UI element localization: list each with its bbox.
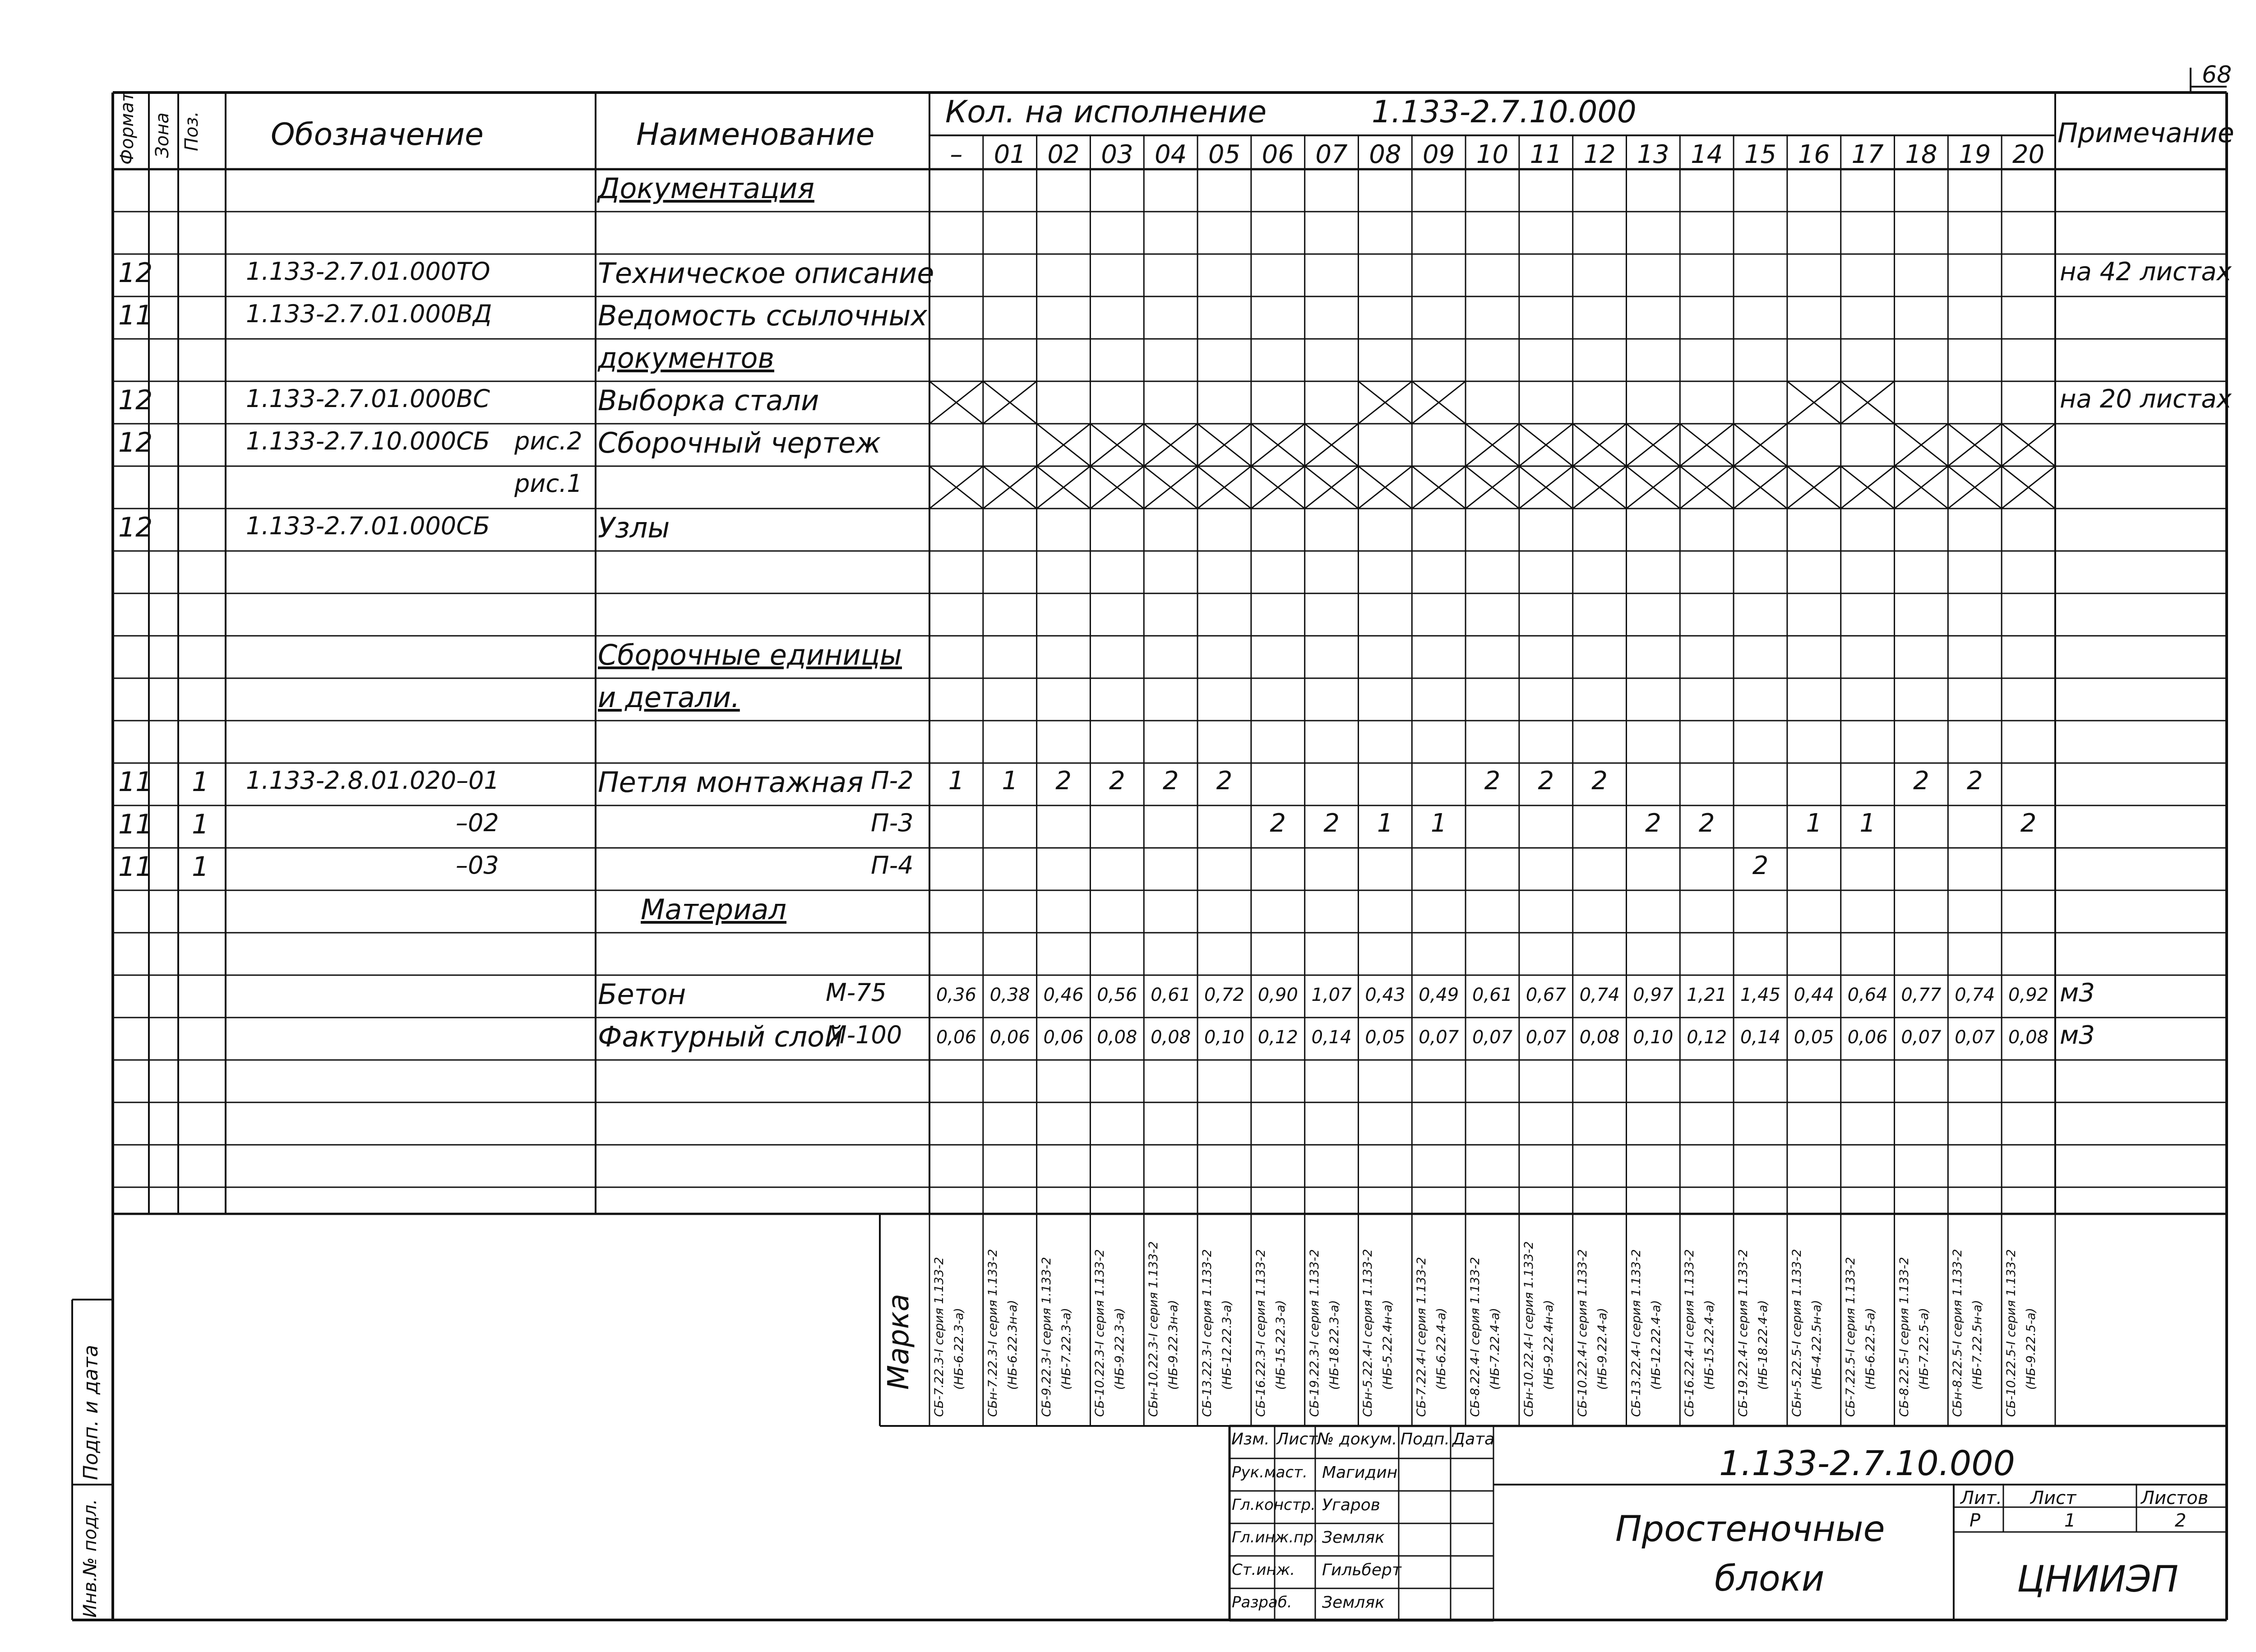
- qty-cell: 0,10: [1633, 1027, 1674, 1048]
- execution-number: 13: [1637, 140, 1669, 169]
- qty-cell: 2: [1055, 766, 1072, 796]
- header-zone: Зона: [152, 112, 173, 158]
- marka-line: СБ-13.22.3-I серия 1.133-2: [1200, 1249, 1215, 1417]
- execution-number: 01: [994, 140, 1026, 169]
- marka-line: СБ-13.22.4-I серия 1.133-2: [1629, 1249, 1643, 1417]
- qty-cell: 0,74: [1955, 985, 1995, 1005]
- qty-cell: 0,06: [936, 1027, 976, 1048]
- marka-line: СБн-10.22.3-I серия 1.133-2: [1146, 1241, 1161, 1417]
- qty-cell: 0,14: [1740, 1027, 1781, 1048]
- row-format: 11: [118, 809, 153, 840]
- marka-line: (НБ-9.22.4-а): [1595, 1308, 1609, 1390]
- row-format: 11: [118, 766, 153, 798]
- title-block-name: Угаров: [1322, 1496, 1381, 1514]
- qty-cell: 0,14: [1311, 1027, 1352, 1048]
- row-name: Документация: [598, 172, 814, 205]
- marka-line: СБ-16.22.4-I серия 1.133-2: [1683, 1249, 1697, 1417]
- row-note: м3: [2060, 1021, 2095, 1050]
- marka-line: (НБ-15.22.4-а): [1702, 1300, 1717, 1390]
- row-name: Техническое описание: [598, 257, 934, 290]
- marka-line: (НБ-7.22.5-а): [1917, 1308, 1931, 1390]
- title-block-role: Разраб.: [1232, 1593, 1292, 1611]
- execution-number: 04: [1155, 140, 1187, 169]
- marka-line: (НБ-9.22.5-а): [2024, 1308, 2039, 1390]
- marka-line: СБ-9.22.3-I серия 1.133-2: [1039, 1257, 1054, 1417]
- execution-number: 03: [1101, 140, 1133, 169]
- title-block-role: Ст.инж.: [1232, 1561, 1295, 1579]
- header-name: Наименование: [636, 117, 875, 153]
- row-name: Петля монтажная: [598, 766, 864, 799]
- qty-cell: 0,07: [1526, 1027, 1566, 1048]
- execution-number: 02: [1047, 140, 1080, 169]
- qty-cell: 1: [1377, 809, 1393, 838]
- marka-line: СБ-19.22.3-I серия 1.133-2: [1307, 1249, 1322, 1417]
- qty-cell: 0,06: [1847, 1027, 1888, 1048]
- marka-label: Марка: [882, 1294, 915, 1390]
- marka-line: СБ-10.22.5-I серия 1.133-2: [2004, 1249, 2019, 1417]
- qty-cell: 1: [1430, 809, 1447, 838]
- qty-cell: 2: [1645, 809, 1661, 838]
- execution-number: 11: [1530, 140, 1562, 169]
- qty-cell: 0,06: [1043, 1027, 1084, 1048]
- row-designation: 1.133-2.8.01.020–01: [246, 766, 499, 795]
- lit-label: Лит.: [1960, 1488, 2002, 1509]
- title-block-role: Гл.констр.: [1232, 1496, 1316, 1514]
- title-block-col-header: Дата: [1452, 1430, 1495, 1448]
- qty-cell: 1: [948, 766, 965, 796]
- qty-cell: 1: [1859, 809, 1876, 838]
- execution-number: 08: [1369, 140, 1401, 169]
- qty-cell: 2: [1162, 766, 1179, 796]
- qty-cell: 2: [1484, 766, 1501, 796]
- qty-cell: 0,61: [1151, 985, 1191, 1005]
- marka-line: СБ-7.22.3-I серия 1.133-2: [932, 1257, 946, 1417]
- row-designation-extra: рис.1: [514, 469, 582, 498]
- header-series: 1.133-2.7.10.000: [1372, 94, 1637, 130]
- margin-inv-no: Инв.№ подл.: [80, 1499, 101, 1618]
- header-pos: Поз.: [181, 111, 202, 151]
- execution-number: 05: [1208, 140, 1241, 169]
- qty-cell: 2: [1216, 766, 1233, 796]
- row-name: Сборочный чертеж: [598, 426, 881, 459]
- execution-number: 19: [1959, 140, 1991, 169]
- marka-line: (НБ-7.22.3-а): [1059, 1308, 1073, 1390]
- qty-cell: 0,12: [1687, 1027, 1727, 1048]
- qty-cell: 0,46: [1043, 985, 1084, 1005]
- row-note: м3: [2060, 978, 2095, 1008]
- execution-number: 10: [1476, 140, 1509, 169]
- row-name-extra: П-4: [871, 851, 914, 879]
- row-designation: 1.133-2.7.10.000СБ: [246, 427, 490, 455]
- row-format: 11: [118, 300, 153, 331]
- marka-line: СБн-7.22.3-I серия 1.133-2: [985, 1249, 1000, 1417]
- execution-number: 20: [2012, 140, 2045, 169]
- qty-cell: 0,56: [1097, 985, 1137, 1005]
- margin-sign-date: Подп. и дата: [79, 1345, 102, 1480]
- row-name: Сборочные единицы: [598, 639, 902, 671]
- marka-line: (НБ-6.22.4-а): [1434, 1308, 1449, 1390]
- lit-value: Р: [1969, 1510, 1981, 1531]
- marka-line: СБ-8.22.5-I серия 1.133-2: [1897, 1257, 1911, 1417]
- title-block-col-header: № докум.: [1317, 1430, 1397, 1448]
- row-format: 12: [118, 257, 153, 289]
- execution-number: 12: [1583, 140, 1616, 169]
- marka-line: (НБ-6.22.3н-а): [1005, 1300, 1020, 1390]
- row-name: Выборка стали: [598, 384, 819, 417]
- qty-cell: 2: [1323, 809, 1340, 838]
- row-name-extra: М-100: [826, 1021, 902, 1049]
- qty-cell: 1,07: [1311, 985, 1352, 1005]
- title-block-name: Земляк: [1322, 1593, 1385, 1612]
- marka-line: (НБ-12.22.4-а): [1649, 1300, 1663, 1390]
- row-designation: –03: [456, 851, 499, 879]
- qty-cell: 0,05: [1794, 1027, 1834, 1048]
- marka-line: (НБ-5.22.4н-а): [1381, 1300, 1395, 1390]
- marka-line: СБ-16.22.3-I серия 1.133-2: [1253, 1249, 1268, 1417]
- marka-line: СБн-8.22.5-I серия 1.133-2: [1951, 1249, 1965, 1417]
- qty-cell: 0,07: [1419, 1027, 1459, 1048]
- row-note: на 42 листах: [2060, 257, 2232, 287]
- qty-cell: 0,08: [1097, 1027, 1137, 1048]
- execution-number: 17: [1851, 140, 1884, 169]
- row-name: Материал: [641, 893, 787, 926]
- marka-line: (НБ-7.22.4-а): [1488, 1308, 1502, 1390]
- qty-cell: 2: [1591, 766, 1608, 796]
- qty-cell: 0,08: [1579, 1027, 1620, 1048]
- qty-cell: 0,07: [1901, 1027, 1942, 1048]
- sheets-value: 2: [2175, 1510, 2187, 1531]
- row-name: Фактурный слой: [598, 1020, 843, 1053]
- qty-cell: 2: [1270, 809, 1286, 838]
- title-block-name: Земляк: [1322, 1528, 1385, 1547]
- qty-cell: 1,21: [1687, 985, 1727, 1005]
- title-line-1: Простеночные: [1615, 1509, 1885, 1550]
- marka-line: СБ-10.22.4-I серия 1.133-2: [1575, 1249, 1590, 1417]
- title-block-role: Гл.инж.пр.: [1232, 1528, 1318, 1546]
- qty-cell: 2: [1538, 766, 1554, 796]
- row-pos: 1: [192, 766, 209, 798]
- qty-cell: 0,72: [1204, 985, 1244, 1005]
- title-block-name: Магидин: [1322, 1463, 1398, 1482]
- execution-number: 14: [1691, 140, 1723, 169]
- row-name: документов: [598, 342, 774, 375]
- marka-line: СБн-10.22.4-I серия 1.133-2: [1521, 1241, 1536, 1417]
- sheet-number: 68: [2202, 61, 2232, 88]
- header-format: Формат: [117, 91, 138, 165]
- header-note: Примечание: [2057, 117, 2234, 149]
- row-name-extra: П-2: [871, 766, 914, 795]
- marka-line: (НБ-15.22.3-а): [1273, 1300, 1288, 1390]
- title-line-2: блоки: [1715, 1559, 1825, 1599]
- qty-cell: 0,44: [1794, 985, 1834, 1005]
- row-designation: 1.133-2.7.01.000ВД: [246, 300, 492, 328]
- qty-cell: 2: [1913, 766, 1929, 796]
- marka-line: СБн-5.22.4-I серия 1.133-2: [1361, 1249, 1375, 1417]
- row-designation-extra: рис.2: [514, 427, 582, 455]
- row-format: 12: [118, 427, 153, 458]
- row-name: и детали.: [598, 681, 740, 714]
- execution-number: 16: [1798, 140, 1830, 169]
- qty-cell: 0,90: [1257, 985, 1298, 1005]
- row-pos: 1: [192, 809, 209, 840]
- title-block-col-header: Изм.: [1231, 1430, 1270, 1448]
- qty-cell: 2: [1109, 766, 1125, 796]
- qty-cell: 1: [1002, 766, 1018, 796]
- marka-line: (НБ-12.22.3-а): [1220, 1300, 1234, 1390]
- qty-cell: 0,08: [2008, 1027, 2049, 1048]
- execution-number: 06: [1262, 140, 1294, 169]
- qty-cell: 0,05: [1365, 1027, 1405, 1048]
- qty-cell: 2: [2020, 809, 2037, 838]
- header-designation: Обозначение: [271, 117, 484, 153]
- row-format: 11: [118, 851, 153, 883]
- qty-cell: 0,06: [989, 1027, 1030, 1048]
- execution-number: –: [950, 140, 963, 169]
- org-name: ЦНИИЭП: [2017, 1558, 2178, 1600]
- header-qty: Кол. на исполнение: [945, 94, 1267, 130]
- marka-line: СБ-7.22.4-I серия 1.133-2: [1415, 1257, 1429, 1417]
- marka-line: (НБ-7.22.5н-а): [1970, 1300, 1985, 1390]
- row-format: 12: [118, 384, 153, 416]
- row-designation: 1.133-2.7.01.000ТО: [246, 257, 490, 286]
- qty-cell: 0,36: [936, 985, 976, 1005]
- marka-line: (НБ-9.22.3н-а): [1166, 1300, 1181, 1390]
- qty-cell: 0,07: [1472, 1027, 1513, 1048]
- marka-line: СБ-19.22.4-I серия 1.133-2: [1736, 1249, 1751, 1417]
- execution-number: 09: [1423, 140, 1455, 169]
- marka-line: СБ-10.22.3-I серия 1.133-2: [1093, 1249, 1107, 1417]
- qty-cell: 1,45: [1740, 985, 1781, 1005]
- qty-cell: 2: [1966, 766, 1983, 796]
- marka-line: СБ-8.22.4-I серия 1.133-2: [1468, 1257, 1483, 1417]
- title-block-col-header: Подп.: [1401, 1430, 1450, 1448]
- row-format: 12: [118, 512, 153, 543]
- row-pos: 1: [192, 851, 209, 883]
- title-block-role: Рук.маст.: [1232, 1463, 1308, 1481]
- row-note: на 20 листах: [2060, 384, 2232, 414]
- row-designation: 1.133-2.7.01.000СБ: [246, 512, 490, 540]
- marka-line: (НБ-6.22.5-а): [1863, 1308, 1877, 1390]
- qty-cell: 0,92: [2008, 985, 2049, 1005]
- marka-line: СБн-5.22.5-I серия 1.133-2: [1789, 1249, 1804, 1417]
- qty-cell: 0,97: [1633, 985, 1674, 1005]
- qty-cell: 0,08: [1151, 1027, 1191, 1048]
- qty-cell: 0,07: [1955, 1027, 1995, 1048]
- qty-cell: 0,10: [1204, 1027, 1244, 1048]
- row-designation: –02: [456, 809, 499, 837]
- qty-cell: 0,64: [1847, 985, 1888, 1005]
- marka-line: (НБ-9.22.3-а): [1113, 1308, 1127, 1390]
- title-block-name: Гильберт: [1322, 1561, 1401, 1579]
- sheet-label: Лист: [2030, 1488, 2076, 1509]
- qty-cell: 0,61: [1472, 985, 1513, 1005]
- marka-line: СБ-7.22.5-I серия 1.133-2: [1843, 1257, 1858, 1417]
- qty-cell: 0,38: [989, 985, 1030, 1005]
- row-name: Узлы: [598, 511, 670, 544]
- execution-number: 15: [1744, 140, 1777, 169]
- doc-code: 1.133-2.7.10.000: [1719, 1443, 2015, 1483]
- qty-cell: 0,12: [1257, 1027, 1298, 1048]
- execution-number: 18: [1905, 140, 1937, 169]
- row-name-extra: М-75: [826, 978, 887, 1007]
- qty-cell: 0,49: [1419, 985, 1459, 1005]
- row-name: Ведомость ссылочных: [598, 299, 928, 332]
- marka-line: (НБ-4.22.5н-а): [1809, 1300, 1824, 1390]
- row-designation: 1.133-2.7.01.000ВС: [246, 384, 490, 413]
- marka-line: (НБ-18.22.4-а): [1756, 1300, 1771, 1390]
- qty-cell: 2: [1698, 809, 1715, 838]
- sheets-label: Листов: [2141, 1488, 2209, 1509]
- title-block-col-header: Лист: [1276, 1430, 1318, 1448]
- qty-cell: 0,43: [1365, 985, 1405, 1005]
- qty-cell: 0,77: [1901, 985, 1942, 1005]
- qty-cell: 0,67: [1526, 985, 1566, 1005]
- qty-cell: 1: [1806, 809, 1822, 838]
- marka-line: (НБ-18.22.3-а): [1327, 1300, 1341, 1390]
- marka-line: (НБ-9.22.4н-а): [1541, 1300, 1556, 1390]
- sheet-value: 1: [2064, 1510, 2076, 1531]
- marka-line: (НБ-6.22.3-а): [952, 1308, 966, 1390]
- qty-cell: 2: [1752, 851, 1769, 880]
- row-name-extra: П-3: [871, 809, 914, 837]
- qty-cell: 0,74: [1579, 985, 1620, 1005]
- execution-number: 07: [1315, 140, 1348, 169]
- row-name: Бетон: [598, 978, 686, 1011]
